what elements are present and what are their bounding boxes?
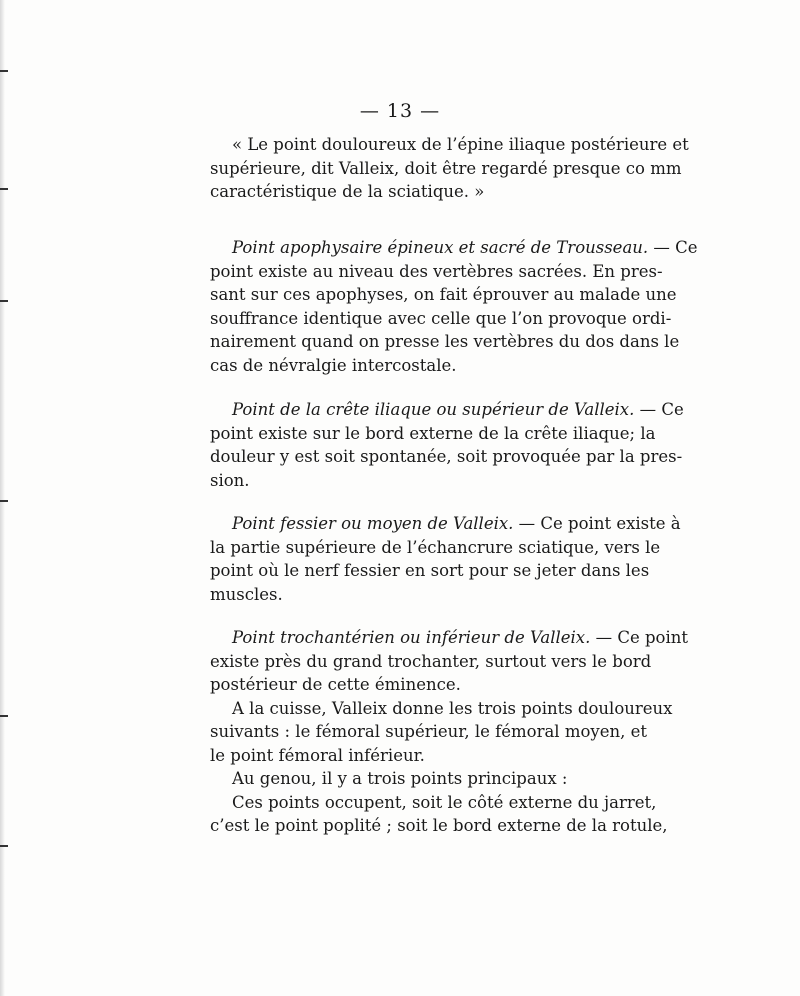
line-text: muscles.	[210, 584, 283, 604]
text-line	[210, 791, 657, 815]
line-text: cas de névralgie intercostale.	[210, 355, 457, 375]
margin-mark	[0, 188, 8, 190]
paragraph	[210, 236, 698, 377]
page-number: — 13 —	[359, 100, 441, 122]
text-line	[210, 697, 673, 721]
text-line	[210, 236, 698, 260]
text-line	[210, 354, 642, 378]
line-text: point existe sur le bord externe de la crête iliaque; la	[210, 423, 656, 443]
text-line	[210, 673, 642, 697]
margin-mark	[0, 70, 8, 72]
line-text: « Le point douloureux de l’épine iliaque postérieure et	[232, 135, 689, 154]
line-text: sant sur ces apophyses, on fait éprouver au malade une	[210, 285, 677, 304]
text-line	[210, 469, 642, 493]
line-text: point où le nerf fessier en sort pour se jeter dans les	[210, 561, 650, 580]
italic-heading: Point fessier ou moyen de Valleix.	[232, 514, 514, 533]
line-text: — Ce	[634, 400, 684, 419]
line-text: caractéristique de la sciatique. »	[210, 182, 485, 201]
line-text: existe près du grand trochanter, surtout vers le bord	[210, 651, 652, 671]
margin-mark	[0, 845, 8, 847]
line-text: sion.	[210, 470, 250, 490]
text-line	[210, 307, 672, 331]
text-line	[210, 133, 689, 157]
line-text: douleur y est soit spontanée, soit provoquée par la pres-	[210, 447, 683, 466]
line-text: nairement quand on presse les vertèbres du dos dans le	[210, 332, 680, 351]
paragraph	[210, 512, 681, 606]
text-line	[210, 767, 642, 791]
line-text: — Ce point	[590, 628, 689, 647]
line-text: Ces points occupent, soit le côté externe du jarret,	[232, 792, 657, 812]
margin-mark	[0, 500, 8, 502]
line-text: c’est le point poplité ; soit le bord externe de la rotule,	[210, 816, 668, 835]
text-line	[210, 330, 680, 354]
italic-heading: Point trochantérien ou inférieur de Valleix.	[232, 628, 591, 647]
margin-mark	[0, 715, 8, 717]
text-line	[210, 157, 682, 181]
italic-heading: Point apophysaire épineux et sacré de Trousseau.	[232, 238, 649, 257]
line-text: suivants : le fémoral supérieur, le fémoral moyen, et	[210, 722, 647, 741]
text-line	[210, 583, 642, 607]
text-line	[210, 512, 681, 536]
line-text: supérieure, dit Valleix, doit être regardé presque co mm	[210, 158, 682, 178]
paragraph	[210, 398, 684, 492]
text-line	[210, 536, 661, 560]
text-line	[210, 744, 642, 768]
text-line	[210, 398, 684, 422]
text-line	[210, 720, 647, 744]
line-text: Au genou, il y a trois points principaux :	[232, 769, 568, 788]
text-line	[210, 260, 663, 284]
text-line	[210, 650, 652, 674]
paragraph	[210, 133, 689, 204]
line-text: point existe au niveau des vertèbres sacrées. En pres-	[210, 261, 663, 281]
text-line	[210, 559, 650, 583]
line-text: souffrance identique avec celle que l’on provoque ordi-	[210, 308, 672, 328]
italic-heading: Point de la crête iliaque ou supérieur de Valleix.	[232, 400, 635, 419]
text-line	[210, 814, 668, 838]
line-text: le point fémoral inférieur.	[210, 745, 425, 765]
text-line	[210, 422, 656, 446]
line-text: — Ce	[648, 238, 698, 257]
margin-mark	[0, 300, 8, 302]
paragraph	[210, 626, 689, 838]
text-line	[210, 180, 642, 204]
text-line	[210, 626, 689, 650]
line-text: — Ce point existe à	[513, 514, 681, 533]
line-text: postérieur de cette éminence.	[210, 675, 461, 694]
line-text: la partie supérieure de l’échancrure sciatique, vers le	[210, 537, 661, 557]
line-text: A la cuisse, Valleix donne les trois points douloureux	[232, 698, 673, 718]
text-line	[210, 445, 683, 469]
text-line	[210, 283, 677, 307]
